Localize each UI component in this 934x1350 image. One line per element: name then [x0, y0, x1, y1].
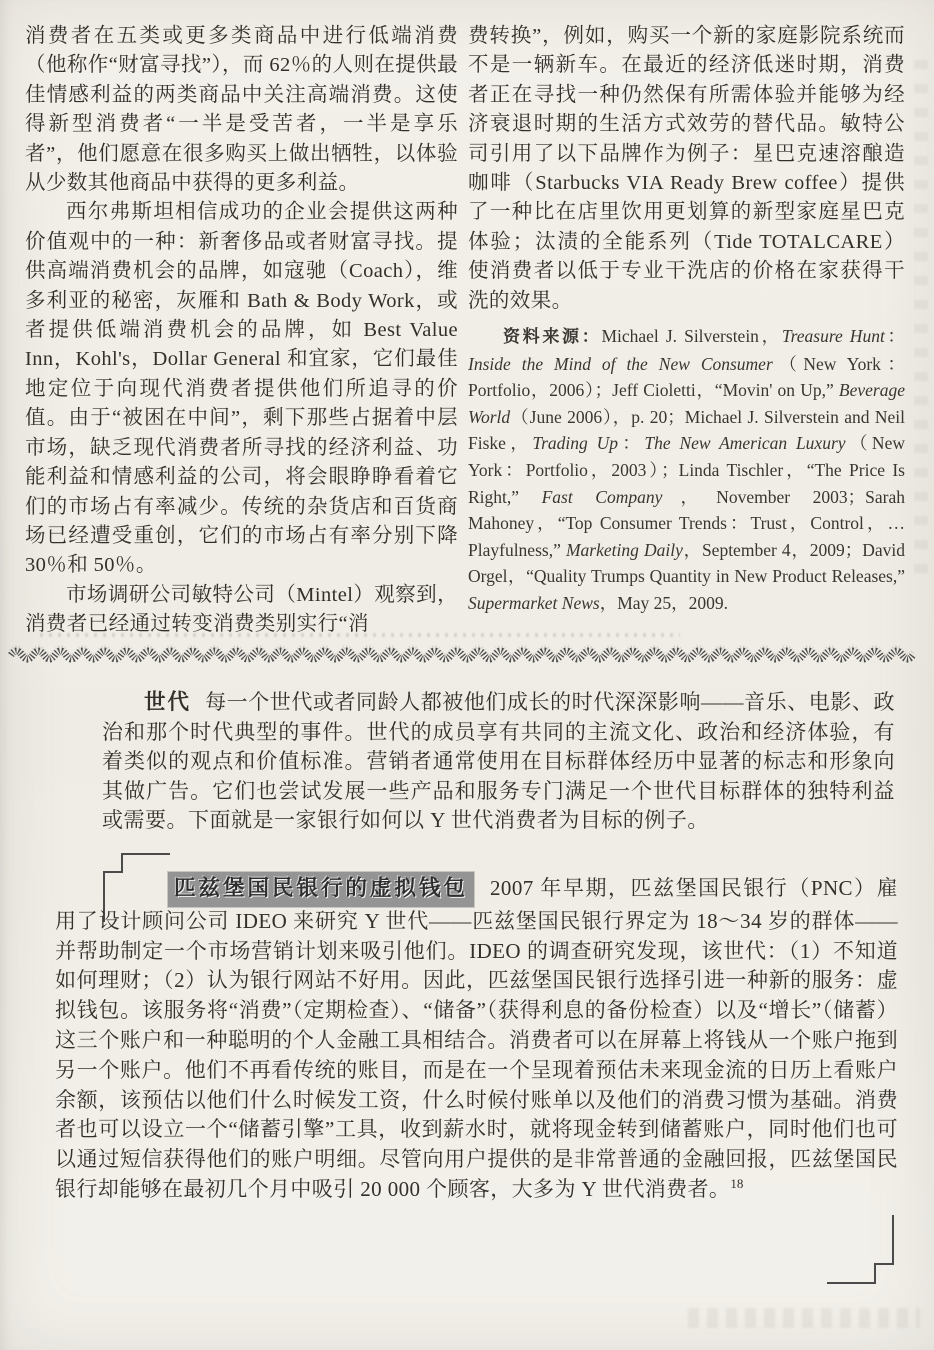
paragraph: 西尔弗斯坦相信成功的企业会提供这两种价值观中的一种：新奢侈品或者财富寻找。提供高端消费机会的品牌，如寇驰（Coach），维多利亚的秘密，灰雁和 Bath & Body Work，或者提供低端消费机会的品牌，如 Best Value Inn，Kohl's，Dollar General 和宜家，它们最佳地定位于向现代消费者提供他们所追寻的价值。由于“被困在中间”，剩下那些占据着中层市场，缺乏现代消费者所寻找的经济利益、功能利益和情感利益的公司，将会眼睁睁看着它们的市场占有率减少。传统的杂货店和百货商场已经遭受重创，它们的市场占有率分别下降 30％和 50％。 — [25, 201, 458, 577]
scan-artifact — [914, 60, 928, 580]
wavy-divider — [8, 644, 926, 666]
footnote-marker: 18 — [730, 1175, 744, 1191]
pnc-title-highlight: 匹兹堡国民银行的虚拟钱包 — [168, 872, 474, 907]
paragraph: 消费者在五类或更多类商品中进行低端消费（他称作“财富寻找”），而 62％的人则在提供最佳情感利益的两类商品中关注高端消费。这使得新型消费者“一半是受苦者，一半是享乐者”，他们愿意在很多购买上做出牺牲，以体验从少数其他商品中获得的更多利益。 — [25, 25, 458, 195]
pnc-body: 2007 年早期，匹兹堡国民银行（PNC）雇用了设计顾问公司 IDEO 来研究 Y 世代——匹兹堡国民银行界定为 18～34 岁的群体——并帮助制定一个市场营销计划来吸引他们。IDEO 的调查研究发现，该世代：（1）不知道如何理财；（2）认为银行网站不好用。因此，匹兹堡国民银行选择引进一种新的服务：虚拟钱包。该服务将“消费”（定期检查）、“储备”（获得利息的备份检查）以及“增长”（储蓄）这三个账户和一种聪明的个人金融工具相结合。消费者可以在屏幕上将钱从一个账户拖到另一个账户。他们不再看传统的账目，而是在一个呈现着预估未来现金流的日历上看账户余额，该预估以他们什么时候发工资，什么时候付账单以及他们的消费习惯为基础。消费者也可以设立一个“储蓄引擎”工具，收到薪水时，就将现金转到储蓄账户，同时他们也可以通过短信获得他们的账户明细。尽管向用户提供的是非常普通的金融回报，匹兹堡国民银行却能够在最初几个月中吸引 20 000 个顾客，大多为 Y 世代消费者。 — [55, 876, 898, 1201]
corner-bracket-bottom-right — [827, 1215, 897, 1287]
pnc-paragraph — [55, 872, 898, 1205]
generation-heading: 世代 — [144, 690, 192, 714]
left-column — [25, 22, 458, 640]
generation-body: 每一个世代或者同龄人都被他们成长的时代深深影响——音乐、电影、政治和那个时代典型的事件。世代的成员享有共同的主流文化、政治和经济体验，有着类似的观点和价值标准。营销者通常使用在目标群体经历中显著的标志和形象向其做广告。它们也尝试发展一些产品和服务专门满足一个世代目标群体的独特利益或需要。下面就是一家银行如何以 Y 世代消费者为目标的例子。 — [102, 690, 895, 833]
scan-artifact — [688, 1308, 920, 1328]
right-column — [468, 22, 905, 617]
generation-paragraph — [102, 688, 895, 836]
paragraph: 费转换”，例如，购买一个新的家庭影院系统而不是一辆新车。在最近的经济低迷时期，消费者正在寻找一种仍然保有所需体验并能够为经济衰退时期的生活方式效劳的替代品。敏特公司引用了以下品牌作为例子：星巴克速溶酿造咖啡（Starbucks VIA Ready Brew coffee）提供了一种比在店里饮用更划算的新型家庭星巴克体验；汰渍的全能系列（Tide TOTALCARE）使消费者以低于专业干洗店的价格在家获得干洗的效果。 — [468, 25, 905, 312]
paragraph: 市场调研公司敏特公司（Mintel）观察到，消费者已经通过转变消费类别实行“消 — [25, 583, 458, 636]
source-citation: 资料来源：Michael J. Silverstein，Treasure Hunt：Inside the Mind of the New Consumer（New York：Portfolio，2006）；Jeff Cioletti，“Movin' on Up,” Beverage World（June 2006），p. 20；Michael J. Silverstein and Neil Fiske，Trading Up：The New American Luxury（New York：Portfolio，2003）；Linda Tischler，“The Price Is Right,” Fast Company，November 2003；Sarah Mahoney，“Top Consumer Trends：Trust，Control，…Playfulness,” Marketing Daily，September 4，2009；David Orgel，“Quality Trumps Quantity in New Product Releases,” Supermarket News，May 25，2009. — [468, 326, 905, 613]
pnc-callout — [55, 872, 898, 1205]
